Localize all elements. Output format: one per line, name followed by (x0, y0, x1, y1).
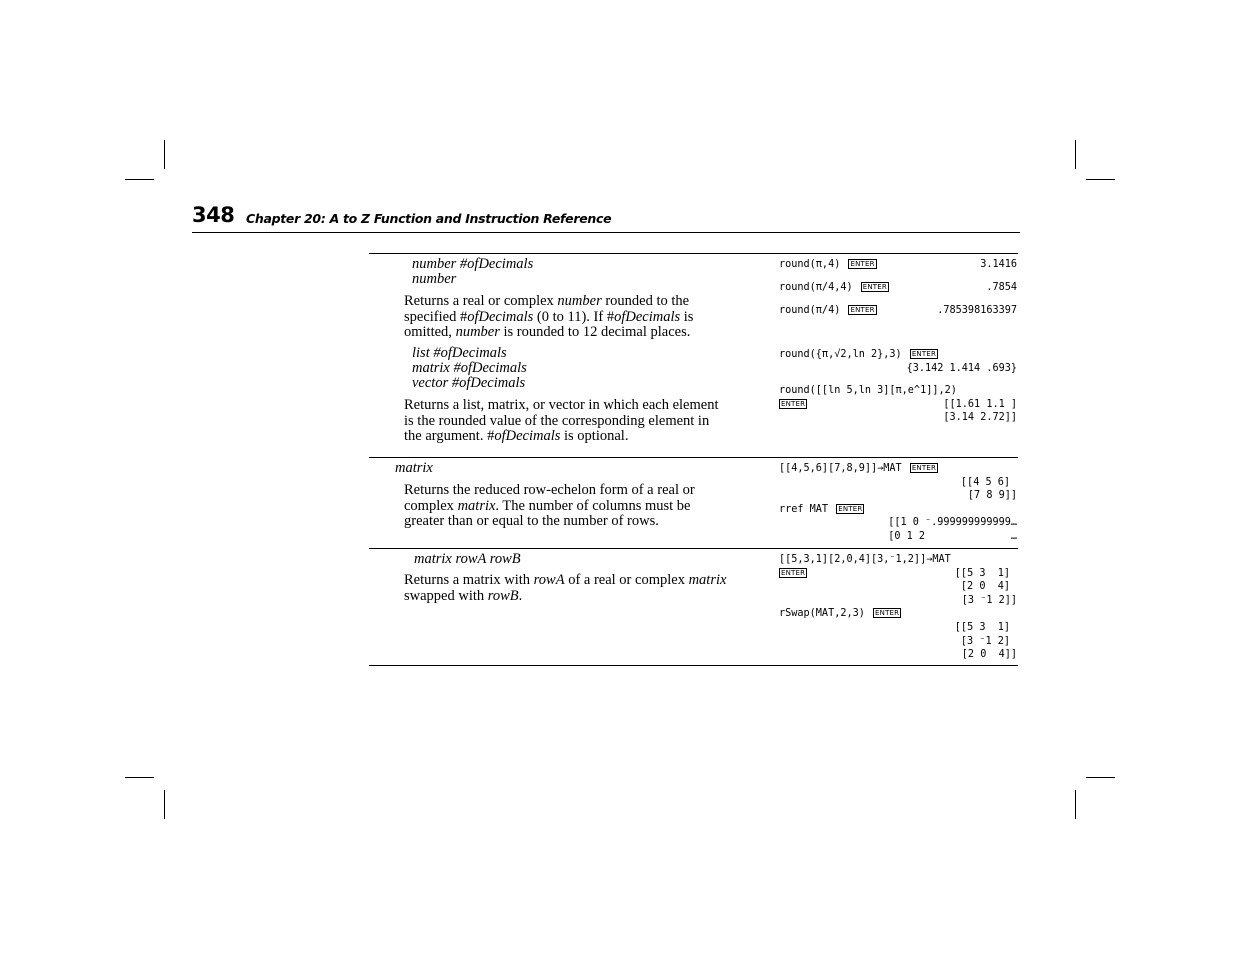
rswap-description (404, 573, 759, 604)
text: Returns a real or complex (404, 293, 558, 309)
term: matrix (688, 572, 727, 588)
example-row (779, 503, 1017, 517)
example-input: rref MAT (779, 503, 829, 515)
example-row (779, 516, 1017, 530)
crop-mark (1086, 179, 1115, 180)
enter-key-icon: ENTER (875, 609, 900, 618)
desc-line: Returns the reduced row-echelon form of a real or (404, 482, 695, 498)
rref-syntax (395, 461, 433, 476)
example-result: 3.1416 (980, 259, 1017, 270)
enter-key-icon: ENTER (850, 306, 875, 314)
term: ofDecimals (467, 308, 534, 325)
desc-line: greater than or equal to the number of rows. (404, 513, 659, 530)
enter-key-icon: ENTER (911, 464, 937, 472)
crop-mark (1075, 790, 1076, 819)
desc-line (404, 310, 759, 326)
example-row (779, 384, 1017, 398)
text: is (680, 308, 694, 325)
example-result: [3.14 2.72]] (943, 412, 1017, 424)
round-list-syntax (412, 346, 527, 391)
page-number: 348 (192, 203, 235, 227)
text: . (518, 587, 523, 604)
crop-mark (125, 179, 154, 180)
example-row (779, 476, 1017, 490)
chapter-title: Chapter 20: A to Z Function and Instruction Reference (246, 211, 612, 226)
example-result: [3 ⁻1 2] (960, 635, 1010, 647)
round-description (404, 294, 759, 341)
example-result: [[5 3 1] (954, 621, 1010, 633)
enter-key-icon: ENTER (781, 568, 806, 577)
example-row (779, 362, 1017, 376)
example-result: [2 0 4]] (961, 649, 1017, 661)
syntax-line: list #ofDecimals (412, 345, 507, 361)
example-row (779, 594, 1017, 608)
text: . The number of columns must be (495, 497, 691, 514)
syntax-line: number #ofDecimals (412, 256, 534, 272)
desc-line (404, 429, 759, 445)
example-result: [[4 5 6] (960, 476, 1010, 488)
text: omitted, (404, 324, 456, 341)
desc-line: Returns a list, matrix, or vector in which each element (404, 397, 719, 413)
desc-line (404, 589, 759, 605)
example-input: round({π,√2,ln 2},3) (779, 349, 902, 360)
desc-line: is the rounded value of the corresponding element in (404, 412, 710, 429)
example-result: [[1 0 ⁻.999999999999… (888, 517, 1017, 529)
example-result: [0 1 2 … (888, 530, 1017, 542)
term: number (455, 324, 500, 341)
example-input: [[5,3,1][2,0,4][3,⁻1,2]]→MAT (779, 554, 951, 565)
round-syntax (412, 257, 533, 287)
example-input: rSwap(MAT,2,3) (779, 608, 865, 620)
text: is rounded to 12 decimal places. (499, 324, 691, 341)
text: of a real or complex (564, 572, 689, 588)
syntax-line: matrix rowA rowB (414, 551, 521, 567)
crop-mark (1086, 777, 1115, 778)
desc-line (404, 499, 759, 515)
rref-examples (779, 462, 1017, 544)
rref-description (404, 483, 759, 530)
example-row (779, 553, 1017, 567)
section-divider (369, 548, 1018, 549)
example-row (779, 411, 1017, 425)
round-list-description (404, 398, 759, 445)
example-row (779, 607, 1017, 621)
round-examples (779, 348, 1017, 375)
example-row (779, 398, 1017, 412)
rswap-examples (779, 553, 1017, 662)
example-result: {3.142 1.414 .693} (906, 362, 1017, 374)
example-row (779, 281, 1017, 295)
term: ofDecimals (614, 308, 681, 325)
enter-key-icon: ENTER (781, 399, 806, 408)
text: (0 to 11). If # (533, 308, 615, 325)
enter-key-icon: ENTER (850, 260, 875, 268)
header-rule (192, 232, 1020, 233)
term: matrix (457, 497, 496, 514)
example-row (779, 462, 1017, 476)
crop-mark (164, 140, 165, 169)
desc-line (404, 573, 759, 589)
example-result: [[5 3 1] (954, 567, 1010, 579)
example-input: round(π/4) (779, 305, 841, 316)
term: rowB (487, 587, 519, 604)
term: rowA (533, 572, 565, 588)
syntax-line: matrix #ofDecimals (412, 360, 527, 376)
crop-mark (1075, 140, 1076, 169)
text: the argument. # (404, 428, 495, 445)
round-examples (779, 304, 1017, 318)
section-divider (369, 457, 1018, 458)
example-row (779, 304, 1017, 318)
enter-key-icon: ENTER (911, 350, 937, 358)
desc-line (404, 294, 759, 310)
syntax-line: vector #ofDecimals (412, 375, 526, 391)
desc-line (404, 325, 759, 341)
syntax-line: number (412, 271, 457, 287)
example-row (779, 648, 1017, 662)
text: is optional. (560, 428, 629, 445)
example-row (779, 489, 1017, 503)
crop-mark (164, 790, 165, 819)
example-result: .7854 (986, 282, 1017, 293)
example-input: round(π/4,4) (779, 282, 853, 293)
enter-key-icon: ENTER (838, 504, 863, 513)
text: swapped with (404, 587, 488, 604)
example-result: [7 8 9]] (967, 490, 1017, 502)
example-row (779, 567, 1017, 581)
example-row (779, 530, 1017, 544)
text: rounded to the (601, 293, 690, 309)
syntax-line: matrix (395, 460, 433, 476)
example-input: round(π,4) (779, 259, 841, 270)
rswap-syntax (414, 552, 521, 567)
term: number (557, 293, 602, 309)
example-result: [2 0 4] (960, 581, 1010, 593)
example-row (779, 580, 1017, 594)
text: complex (404, 497, 458, 514)
round-examples (779, 258, 1017, 272)
enter-key-icon: ENTER (862, 283, 887, 291)
round-examples (779, 384, 1017, 425)
section-divider (369, 665, 1018, 666)
text: specified # (404, 308, 468, 325)
example-row (779, 635, 1017, 649)
term: ofDecimals (494, 428, 561, 445)
example-result: [[1.61 1.1 ] (943, 398, 1017, 410)
example-row (779, 621, 1017, 635)
example-input: round([[ln 5,ln 3][π,e^1]],2) (779, 385, 957, 396)
example-row (779, 258, 1017, 272)
example-input: [[4,5,6][7,8,9]]→MAT (779, 463, 902, 474)
crop-mark (125, 777, 154, 778)
example-row (779, 348, 1017, 362)
example-result: [3 ⁻1 2]] (961, 594, 1017, 606)
example-result: .785398163397 (937, 305, 1017, 316)
round-examples (779, 281, 1017, 295)
text: Returns a matrix with (404, 572, 534, 588)
section-divider (369, 253, 1018, 254)
